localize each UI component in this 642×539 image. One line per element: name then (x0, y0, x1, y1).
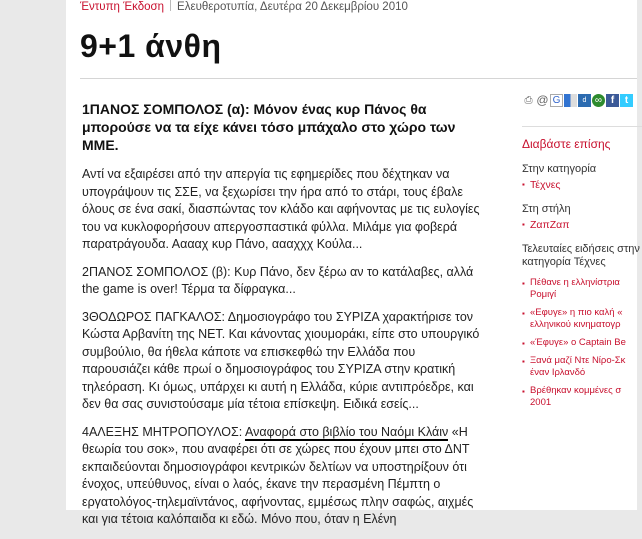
recent-news-line: «Εφυγε» η πιο καλή « (530, 307, 623, 318)
recent-news-item[interactable] (530, 355, 642, 379)
read-also-heading: Διαβάστε επίσης (522, 137, 611, 151)
recent-news-item[interactable] (530, 385, 642, 409)
article-lead: 1ΠΑΝΟΣ ΣΟΜΠΟΛΟΣ (α): Μόνον ένας κυρ Πάνος θα μπορούσε να τα είχε κάνει τόσο μπάχαλο στο χώρο των ΜΜΕ. (82, 101, 456, 153)
recent-news-line: ελληνικού κινηματογρ (530, 319, 621, 330)
digg-icon[interactable]: d (578, 94, 591, 107)
google-icon[interactable]: G (550, 94, 563, 107)
facebook-icon[interactable]: f (606, 94, 619, 107)
paragraph-1: Αντί να εξαιρέσει από την απεργία τις εφημερίδες που δέχτηκαν να υπογράψουν τις ΣΣΕ, να ξεχωρίσει την ήρα από το στάρι, τους έβαλε όλους σε ένα σακί, διασπώντας τον κλάδο και αφήνοντας με τις ευλογίες του να κυκλοφορήσουν απεργοσπαστικά φύλλα. Μιλάμε για φοβερά παρατράγουδα. Ααααχ κυρ Πάνο, αααχχχ Κούλα... (82, 167, 480, 251)
recent-news-line: Βρέθηκαν κομμένες σ (530, 385, 622, 396)
delicious-icon[interactable] (564, 94, 577, 107)
recent-news-item[interactable] (530, 307, 642, 331)
paragraph-2: 2ΠΑΝΟΣ ΣΟΜΠΟΛΟΣ (β): Κυρ Πάνο, δεν ξέρω αν το κατάλαβες, αλλά the game is over! Τέρμα τα δίφραγκα... (82, 264, 474, 296)
paragraph-4 (82, 424, 482, 529)
top-bar (80, 0, 408, 16)
print-edition-link[interactable]: Έντυπη Έκδοση (80, 1, 165, 13)
column-heading: Στη στήλη (522, 203, 571, 215)
recent-news-line: Ρομιγί (530, 289, 557, 300)
paragraph-3: 3ΘΟΔΩΡΟΣ ΠΑΓΚΑΛΟΣ: Δημοσιογράφο του ΣΥΡΙΖΑ χαρακτήρισε τον Κώστα Αρβανίτη της ΝΕΤ. Και κάνοντας χιουμοράκι, είπε στο υπουργικό συμβούλιο, θα ήθελα κάποτε να επισκεφθώ την Ελλάδα που παρουσιάζει κάθε πρωί ο δημοσιογράφος του ΣΥΡΙΖΑ στην κρατική τηλεόραση. Κι όμως, υπάρχει κι αυτή η Ελλάδα, κύριε αντιπρόεδρε, και δεν θα σας συνιστούσαμε μία τέτοια επίσκεψη. Ειδικά εσείς... (82, 309, 480, 411)
edition-date: Ελευθεροτυπία, Δευτέρα 20 Δεκεμβρίου 2010 (177, 1, 408, 13)
article-body (82, 100, 482, 539)
underlined-phrase: Αναφορά στο βιβλίο του Ναόμι Κλάιν (245, 424, 449, 439)
twitter-icon[interactable]: t (620, 94, 633, 107)
title-divider (80, 78, 637, 79)
related-box (522, 126, 642, 409)
recent-news-line: Ξανά μαζί Ντε Νίρο-Σκ (530, 355, 626, 366)
page-title: 9+1 άνθη (80, 28, 222, 64)
category-heading: Στην κατηγορία (522, 163, 597, 175)
recent-news-item[interactable] (530, 337, 642, 349)
paragraph-4-rest: «Η θεωρία του σοκ», που αναφέρει ότι σε χώρες που έχουν μπει στο ΔΝΤ εκπαιδεύονται δημοσιογράφοι κεντρικών δελτίων να υποστηρίξουν ότι ένοχος, υπεύθυνος, είναι ο λαός, έκανε την περασμένη Πέμπτη ο εργατολόγος-τηλεμαϊντάνος, αφήνοντας, εμμέσως πλην σαφώς, αιχμές και για τέτοια καλόπαιδα κι εδώ. Μόνο που, όταν η Ελένη (82, 424, 474, 526)
recent-news-line: έναν Ιρλανδό (530, 367, 586, 378)
paragraph-4-start: 4ΑΛΕΞΗΣ ΜΗΤΡΟΠΟΥΛΟΣ: (82, 424, 246, 439)
share-toolbar (522, 94, 642, 112)
email-icon[interactable]: @ (536, 93, 549, 107)
divider (170, 0, 171, 11)
sidebar (522, 94, 642, 415)
recent-news-line: 2001 (530, 397, 552, 408)
page (66, 0, 640, 526)
recent-news-line: «Έφυγε» ο Captain Be (530, 337, 626, 348)
recent-news-heading: Τελευταίες ειδήσεις στην κατηγορία Τέχνες (522, 243, 640, 268)
recent-news-item[interactable] (530, 277, 642, 301)
printer-icon[interactable]: ⎙ (524, 95, 533, 106)
column-link[interactable]: ▪ ΖαπΖαπ (530, 219, 642, 231)
stumble-icon[interactable]: ∞ (592, 94, 605, 107)
recent-news-line: Πέθανε η ελληνίστρια (530, 277, 620, 288)
category-link[interactable]: ▪ Τέχνες (530, 179, 642, 191)
